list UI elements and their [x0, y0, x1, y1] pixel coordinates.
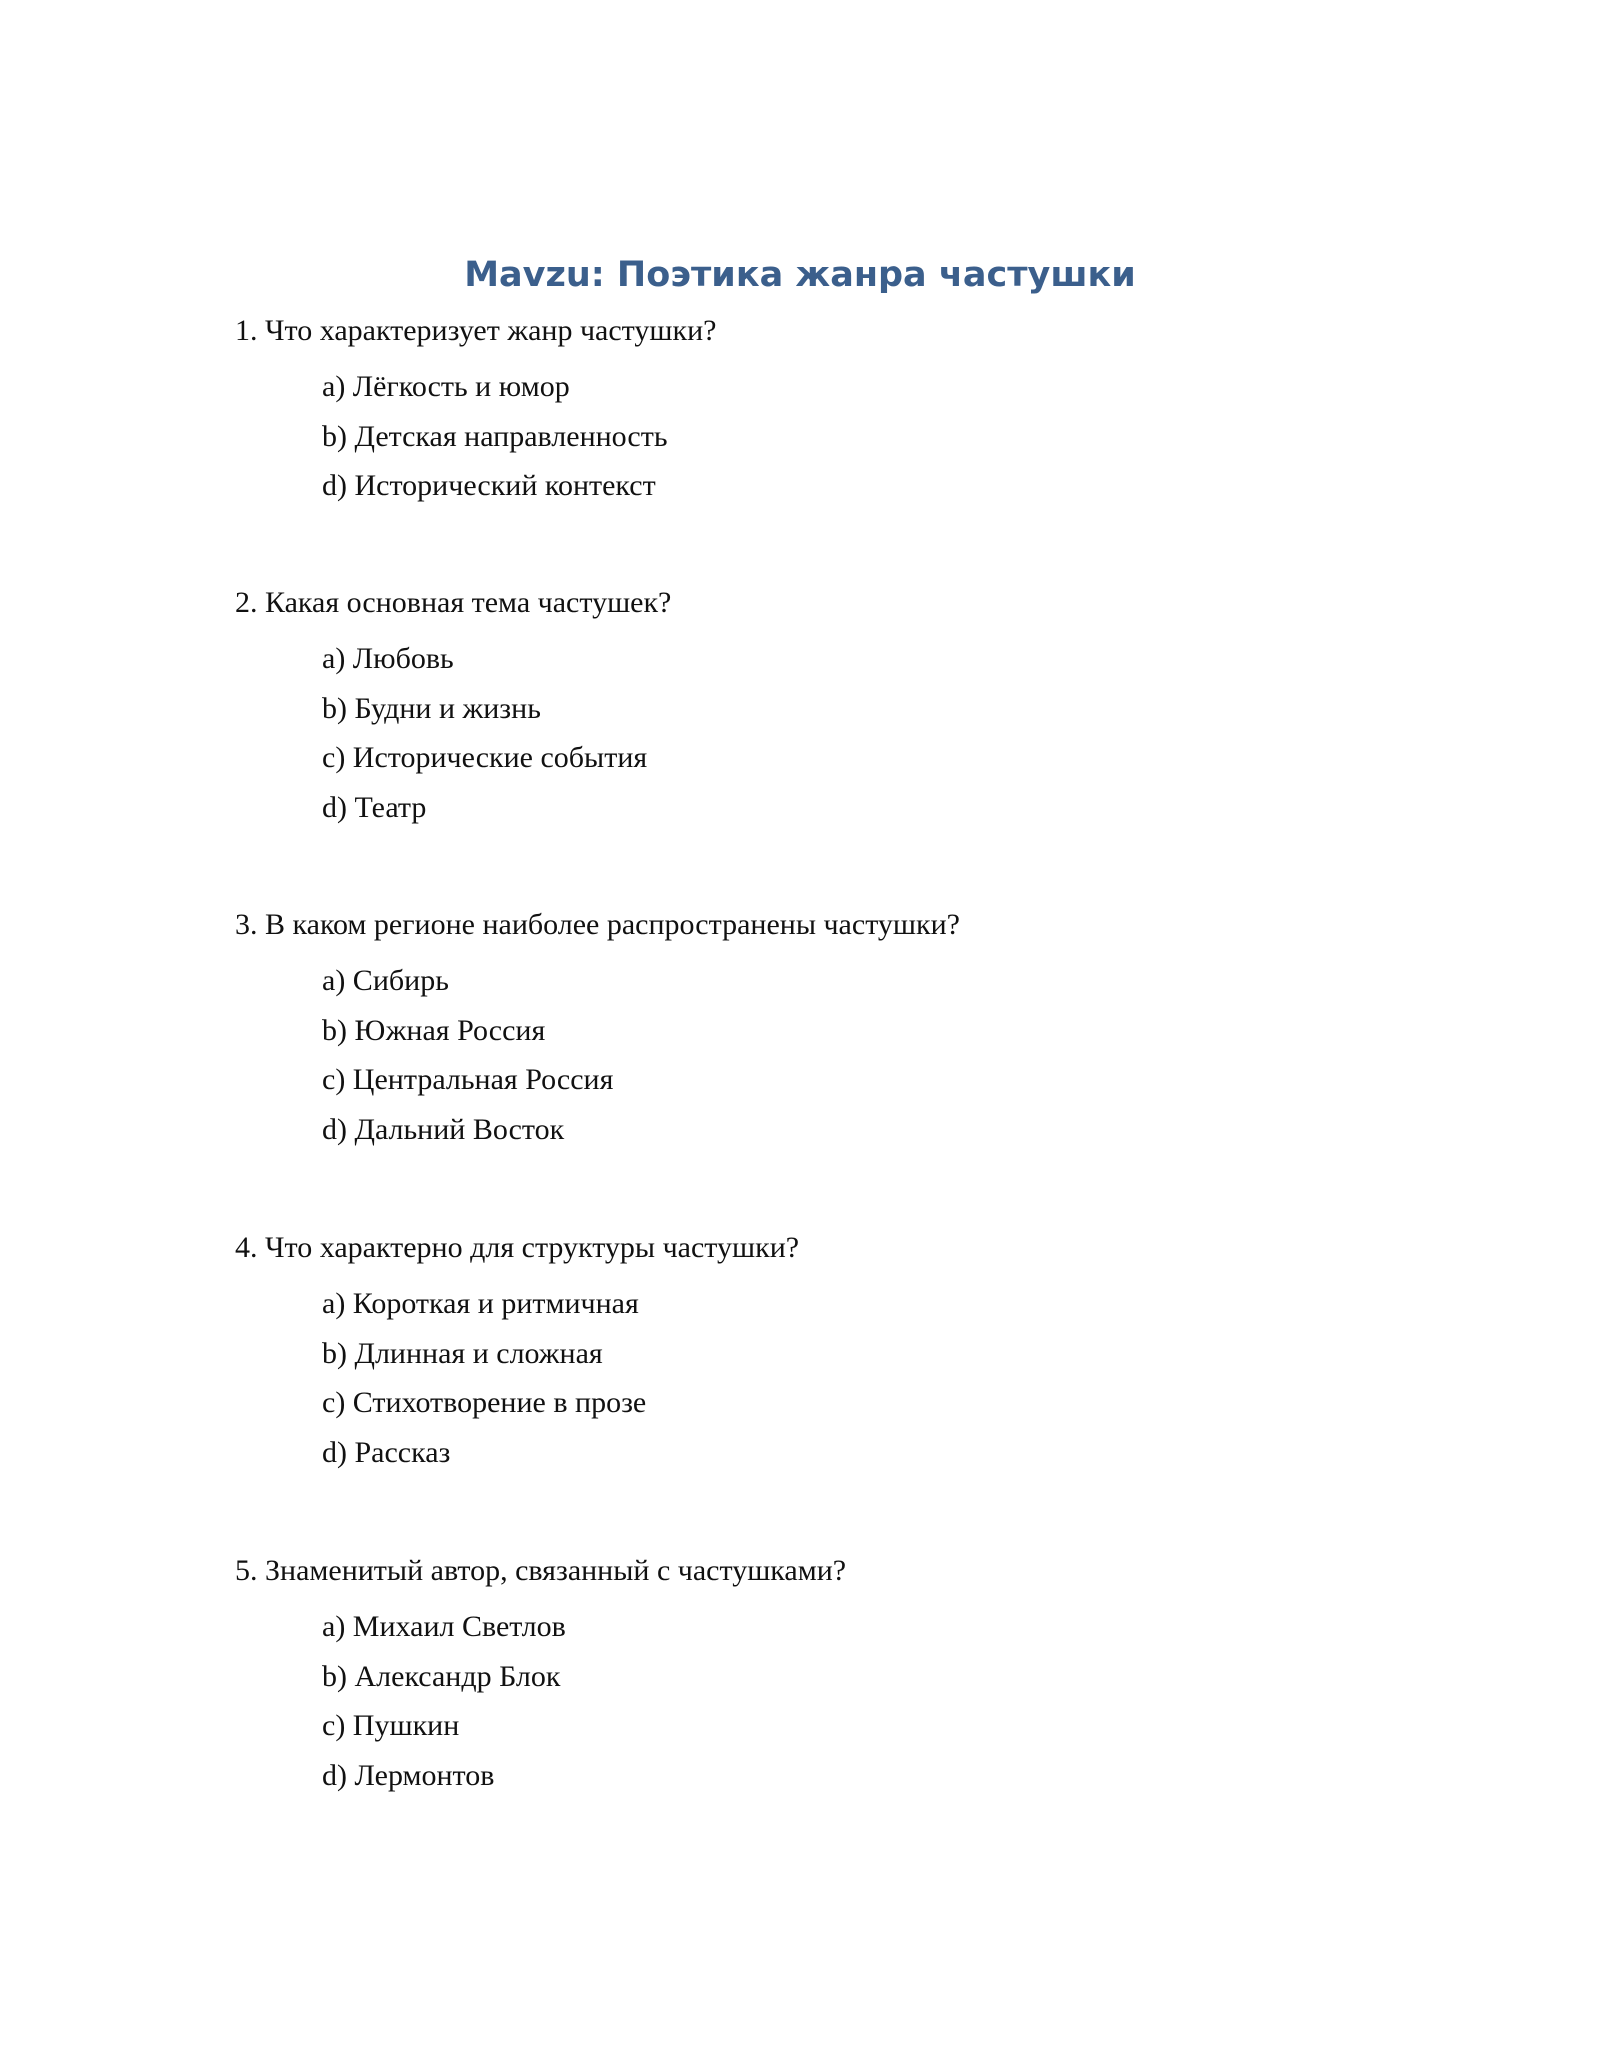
option-2a: a) Любовь — [322, 642, 454, 675]
option-3d: d) Дальний Восток — [322, 1112, 565, 1146]
option-3b: b) Южная Россия — [322, 1013, 546, 1047]
option-4b: b) Длинная и сложная — [322, 1336, 603, 1370]
question-1: 1. Что характеризует жанр частушки? — [235, 314, 717, 347]
question-5-options — [322, 1607, 566, 1805]
question-5: 5. Знаменитый автор, связанный с частушками? — [235, 1554, 847, 1587]
question-3-options — [322, 961, 613, 1159]
option-4d: d) Рассказ — [322, 1435, 451, 1469]
option-5c: c) Пушкин — [322, 1709, 460, 1742]
question-4: 4. Что характерно для структуры частушки? — [235, 1231, 800, 1264]
option-5b: b) Александр Блок — [322, 1659, 561, 1693]
option-4c: c) Стихотворение в прозе — [322, 1386, 647, 1419]
option-3c: c) Центральная Россия — [322, 1063, 614, 1096]
option-3a: a) Сибирь — [322, 964, 449, 997]
question-4-options — [322, 1284, 646, 1482]
option-4a: a) Короткая и ритмичная — [322, 1287, 639, 1320]
question-2-options — [322, 639, 647, 837]
option-1b: b) Детская направленность — [322, 419, 668, 453]
page-title: Mavzu: Поэтика жанра частушки — [464, 255, 1136, 295]
question-2: 2. Какая основная тема частушек? — [235, 586, 672, 619]
option-2b: b) Будни и жизнь — [322, 691, 541, 725]
option-5a: a) Михаил Светлов — [322, 1610, 566, 1643]
option-1a: a) Лёгкость и юмор — [322, 370, 570, 403]
option-2c: c) Исторические события — [322, 741, 648, 774]
question-1-options — [322, 367, 668, 516]
option-2d: d) Театр — [322, 790, 427, 824]
option-5d: d) Лермонтов — [322, 1758, 495, 1792]
question-3: 3. В каком регионе наиболее распространены частушки? — [235, 908, 960, 941]
option-1d: d) Исторический контекст — [322, 469, 656, 502]
